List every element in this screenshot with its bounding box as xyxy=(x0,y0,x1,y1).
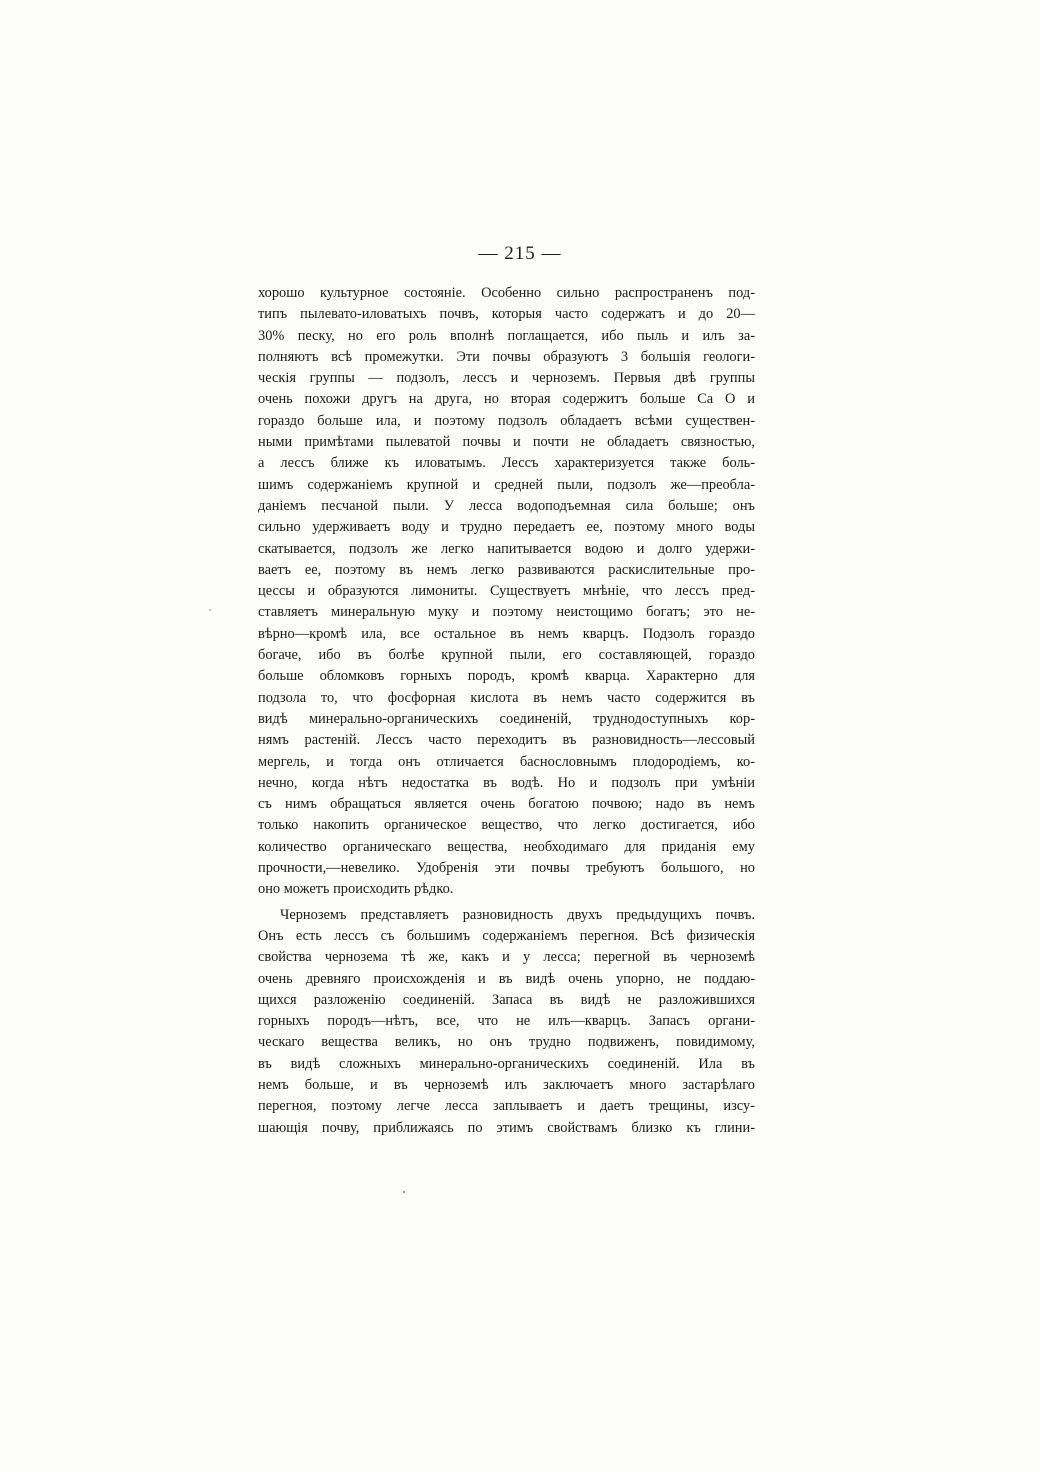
text-line: перегноя, поэтому легче лесса заплываетъ и даетъ трещины, изсу- xyxy=(258,1098,755,1115)
text-line: очень древняго происхожденiя и въ видѣ очень упорно, не поддаю- xyxy=(258,970,755,987)
text-line: очень похожи другъ на друга, но вторая содержитъ больше Са О и xyxy=(258,391,755,408)
text-line: подзола то, что фосфорная кислота въ немъ часто содержится въ xyxy=(258,689,755,706)
text-line: свойства чернозема тѣ же, какъ и у лесса; перегной въ черноземѣ xyxy=(258,949,755,966)
page-number: — 215 — xyxy=(478,243,562,264)
text-line: прочности,—невелико. Удобренiя эти почвы требуютъ большого, но xyxy=(258,860,755,877)
text-line: скатывается, подзолъ же легко напитывается водою и долго удержи- xyxy=(258,540,755,557)
text-line: цессы и образуются лимониты. Существуетъ мнѣнiе, что лессъ пред- xyxy=(258,583,755,600)
text-line: ставляетъ минеральную муку и поэтому неистощимо богатъ; это не- xyxy=(258,604,755,621)
text-line: въ видѣ сложныхъ минерально-органическихъ соединенiй. Ила въ xyxy=(258,1055,755,1072)
text-line: типъ пылевато-иловатыхъ почвъ, которыя часто содержатъ и до 20— xyxy=(258,306,755,323)
text-line: нечно, когда нѣтъ недостатка въ водѣ. Но и подзолъ при умѣнiи xyxy=(258,774,755,791)
text-line: вѣрно—кромѣ ила, все остальное въ немъ кварцъ. Подзолъ гораздо xyxy=(258,625,755,642)
paragraph-1 xyxy=(258,283,755,901)
text-line: горныхъ породъ—нѣтъ, все, что не илъ—кварцъ. Запасъ органи- xyxy=(258,1013,755,1030)
text-line: Черноземъ представляетъ разновидность двухъ предыдущихъ почвъ. xyxy=(280,906,755,923)
text-line: только накопить органическое вещество, что легко достигается, ибо xyxy=(258,817,755,834)
text-line: немъ больше, и въ черноземѣ илъ заключаетъ много застарѣлаго xyxy=(258,1076,755,1093)
text-line: нямъ растенiй. Лессъ часто переходитъ въ разновидность—лессовый xyxy=(258,732,755,749)
text-line: видѣ минерально-органическихъ соединенiй, труднодоступныхъ кор- xyxy=(258,710,755,727)
text-line: ваетъ ее, поэтому въ немъ легко развиваются раскислительные про- xyxy=(258,561,755,578)
text-line: а лессъ ближе къ иловатымъ. Лессъ характеризуется также боль- xyxy=(258,455,755,472)
text-line: шающiя почву, приближаясь по этимъ свойствамъ близко къ глини- xyxy=(258,1119,755,1136)
text-line: ческаго вещества великъ, но онъ трудно подвиженъ, повидимому, xyxy=(258,1034,755,1051)
text-line: ными примѣтами пылеватой почвы и почти не обладаетъ связностью, xyxy=(258,434,755,451)
text-line: хорошо культурное состоянiе. Особенно сильно распространенъ под- xyxy=(258,285,755,301)
text-line: мергель, и тогда онъ отличается баснословнымъ плодородiемъ, ко- xyxy=(258,753,755,770)
text-line: 30% песку, но его роль вполнѣ поглащается, ибо пыль и илъ за- xyxy=(258,327,755,344)
text-line: гораздо больше ила, и поэтому подзолъ обладаетъ всѣми существен- xyxy=(258,412,755,429)
text-line: богаче, ибо въ болѣе крупной пыли, его составляющей, гораздо xyxy=(258,647,755,664)
text-line: ческiя группы — подзолъ, лессъ и черноземъ. Первыя двѣ группы xyxy=(258,370,755,387)
paragraph-2 xyxy=(258,905,755,1139)
text-line: шимъ содержанiемъ крупной и средней пыли, подзолъ же—преобла- xyxy=(258,476,755,493)
text-line: больше обломковъ горныхъ породъ, кромѣ кварца. Характерно для xyxy=(258,668,755,685)
text-line: количество органическаго вещества, необходимаго для приданiя ему xyxy=(258,838,755,855)
text-line: сильно удерживаетъ воду и трудно передаетъ ее, поэтому много воды xyxy=(258,519,755,536)
text-line: данiемъ песчаной пыли. У лесса водоподъемная сила больше; онъ xyxy=(258,497,755,514)
text-line: съ нимъ обращаться является очень богатою почвою; надо въ немъ xyxy=(258,796,755,813)
body-text xyxy=(258,283,755,1139)
text-line: щихся разложенiю соединенiй. Запаса въ видѣ не разложившихся xyxy=(258,991,755,1008)
text-line: Онъ есть лессъ съ большимъ содержанiемъ перегноя. Всѣ физическiя xyxy=(258,927,755,944)
text-line: полняютъ всѣ промежутки. Эти почвы образуютъ 3 большiя геологи- xyxy=(258,348,755,365)
text-line: оно можетъ происходить рѣдко. xyxy=(258,881,454,898)
